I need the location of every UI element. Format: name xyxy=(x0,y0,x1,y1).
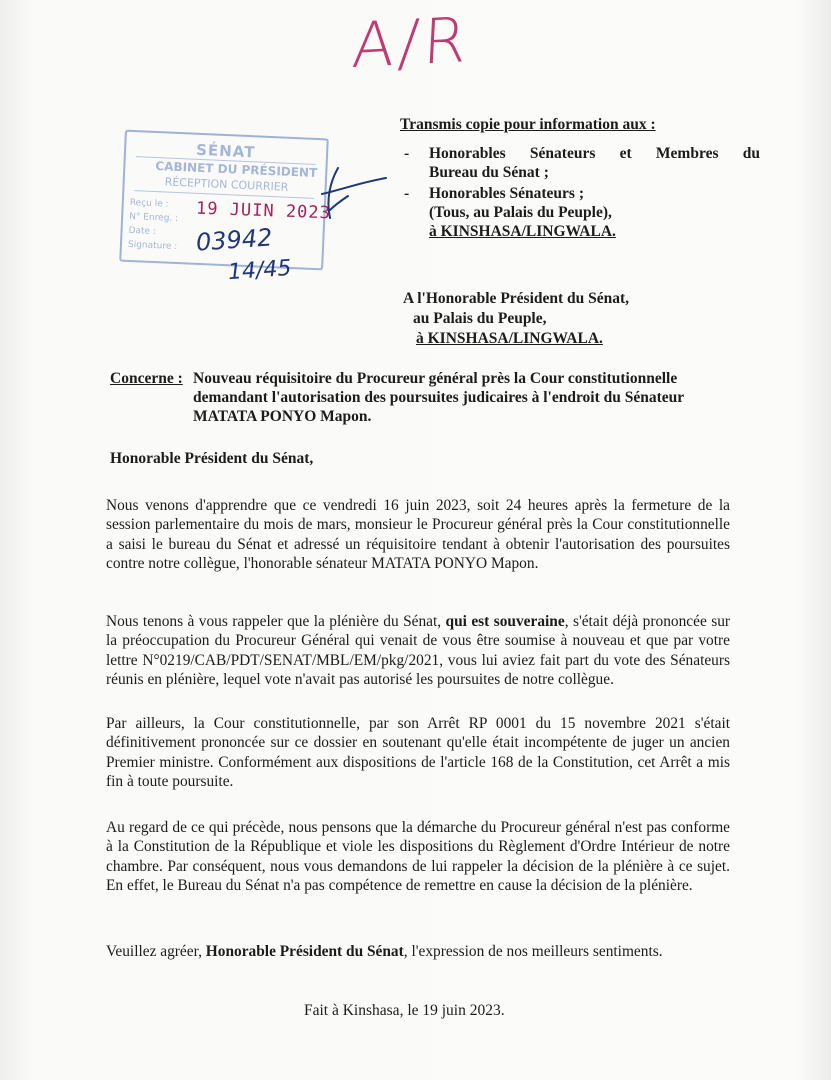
body-paragraph: Au regard de ce qui précède, nous pensons que la démarche du Procureur général n'est pas conforme à la Constitution de la République et viole les dispositions du Règlement d'Ordre Intérieur de notre chambre. Par conséquent, nous vous demandons de lui rappeler la décision de la plénière à ce sujet. En effet, le Bureau du Sénat n'a pas compétence de remettre en cause la décision de la plénière. xyxy=(106,819,730,895)
body-paragraph: Nous venons d'apprendre que ce vendredi 16 juin 2023, soit 24 heures après la fermeture de la session parlementaire du mois de mars, monsieur le Procureur général près la Cour constitutionnelle a saisi le bureau du Sénat et adressé un réquisitoire tendant à obtenir l'autorisation des poursuites contre notre collègue, l'honorable sénateur MATATA PONYO Mapon. xyxy=(106,497,730,573)
distribution-list xyxy=(400,116,760,243)
distribution-item: - Honorables Sénateurs ; (Tous, au Palais du Peuple), à KINSHASA/LINGWALA. xyxy=(404,185,616,240)
distribution-title: Transmis copie pour information aux : xyxy=(400,116,656,133)
body-paragraph: Nous tenons à vous rappeler que la plénière du Sénat, qui est souveraine, s'était déjà prononcée sur la préoccupation du Procureur Général qui venait de vous être soumise à nouveau et que par votre lettre N°0219/CAB/PDT/SENAT/MBL/EM/pkg/2021, vous lui aviez fait part du vote des Sénateurs réunis en plénière, lequel vote n'avait pas autorisé les poursuites de notre collègue. xyxy=(106,613,731,689)
subject-label: Concerne : xyxy=(110,370,183,387)
place-date-line: Fait à Kinshasa, le 19 juin 2023. xyxy=(304,1002,505,1019)
distribution-item: - Honorables Sénateurs et Membres du Bureau du Sénat ; xyxy=(404,145,760,181)
stamp-date: 19 JUIN 2023 xyxy=(195,198,332,224)
subject-text: Nouveau réquisitoire du Procureur général près la Cour constitutionnelle demandant l'autorisation des poursuites judicaires à l'endroit du Sénateur MATATA PONYO Mapon. xyxy=(193,370,684,425)
body-paragraph: Par ailleurs, la Cour constitutionnelle, par son Arrêt RP 0001 du 15 novembre 2021 s'était définitivement prononcée sur ce dossier en soutenant qu'elle était incompétente de juger un ancien Premier ministre. Conformément aux dispositions de l'article 168 de la Constitution, cet Arrêt a mis fin à toute poursuite. xyxy=(106,715,730,791)
handwritten-annotation: A/R xyxy=(350,2,473,83)
closing-paragraph: Veuillez agréer, Honorable Président du Sénat, l'expression de nos meilleurs sentiments. xyxy=(106,943,663,960)
salutation: Honorable Président du Sénat, xyxy=(110,450,314,467)
subject-block xyxy=(110,369,730,426)
registration-number: 03942 xyxy=(195,223,274,257)
registration-time: 14/45 xyxy=(227,255,293,286)
reception-stamp: SÉNAT CABINET DU PRÉSIDENT RÉCEPTION COURRIER Reçu le : N° Enreg. : Date : Signature : xyxy=(119,130,329,271)
handwritten-initial xyxy=(300,160,390,230)
addressee-block: A l'Honorable Président du Sénat, au Palais du Peuple, à KINSHASA/LINGWALA. xyxy=(403,290,630,347)
